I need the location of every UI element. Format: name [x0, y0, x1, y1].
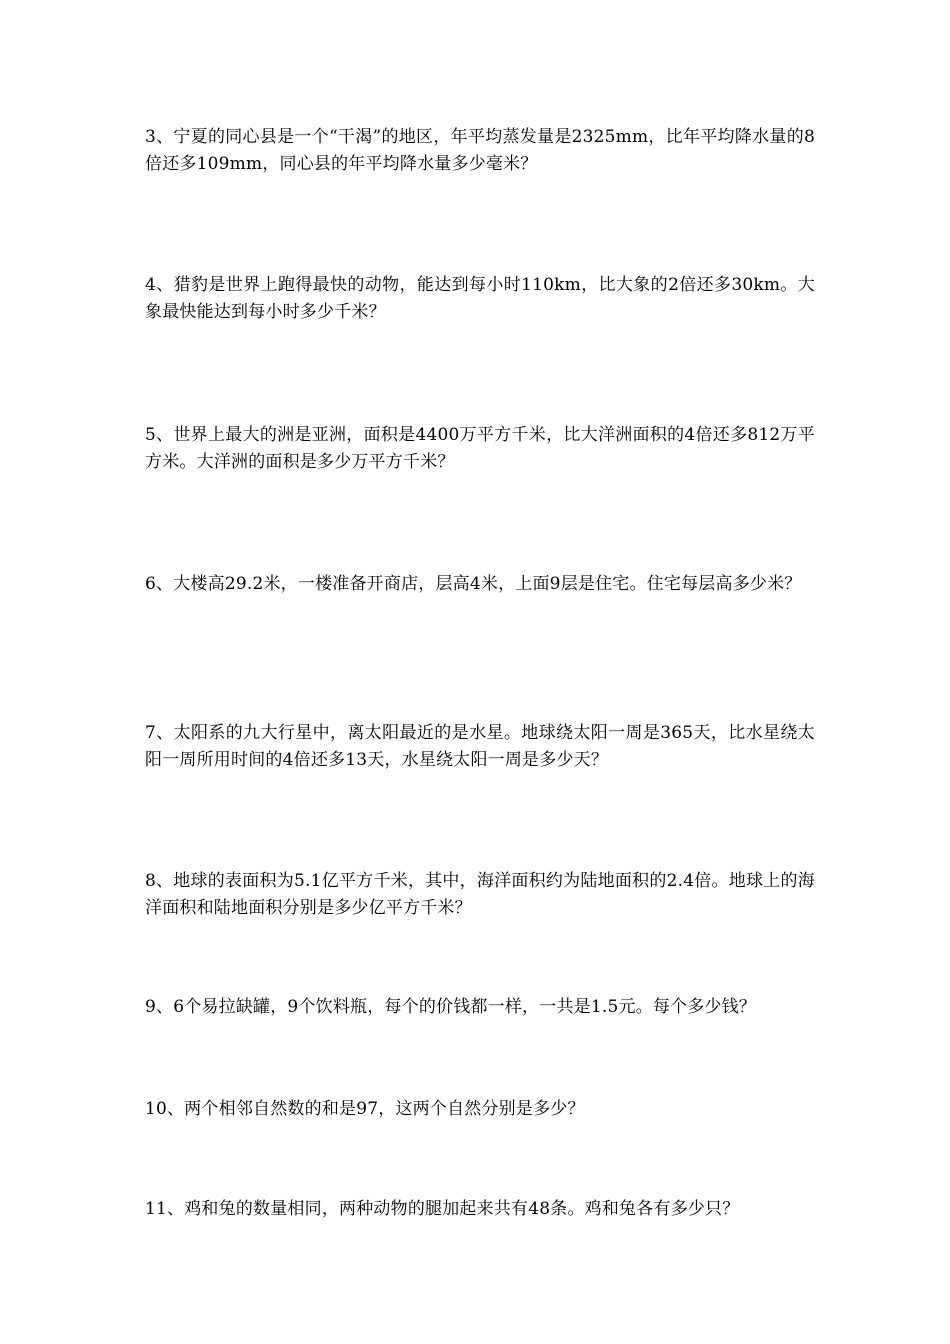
problem-3: 3、宁夏的同心县是一个“干渴”的地区，年平均蒸发量是2325mm，比年平均降水量的8倍还多109mm，同心县的年平均降水量多少毫米？	[145, 127, 815, 174]
problem-5: 5、世界上最大的洲是亚洲，面积是4400万平方千米，比大洋洲面积的4倍还多812万平方米。大洋洲的面积是多少万平方千米？	[145, 425, 815, 472]
problem-10: 10、两个相邻自然数的和是97，这两个自然分别是多少？	[145, 1099, 585, 1119]
problem-7: 7、太阳系的九大行星中，离太阳最近的是水星。地球绕太阳一周是365天，比水星绕太阳一周所用时间的4倍还多13天，水星绕太阳一周是多少天？	[145, 723, 815, 770]
problem-9: 9、6个易拉缺罐，9个饮料瓶，每个的价钱都一样，一共是1.5元。每个多少钱？	[145, 997, 757, 1017]
problem-8: 8、地球的表面积为5.1亿平方千米，其中，海洋面积约为陆地面积的2.4倍。地球上的海洋面积和陆地面积分别是多少亿平方千米？	[145, 871, 815, 918]
problem-11: 11、鸡和兔的数量相同，两种动物的腿加起来共有48条。鸡和兔各有多少只？	[145, 1199, 740, 1219]
problem-4: 4、猎豹是世界上跑得最快的动物，能达到每小时110km，比大象的2倍还多30km。大象最快能达到每小时多少千米？	[145, 275, 815, 322]
problem-6: 6、大楼高29.2米，一楼准备开商店，层高4米，上面9层是住宅。住宅每层高多少米？	[145, 574, 802, 594]
